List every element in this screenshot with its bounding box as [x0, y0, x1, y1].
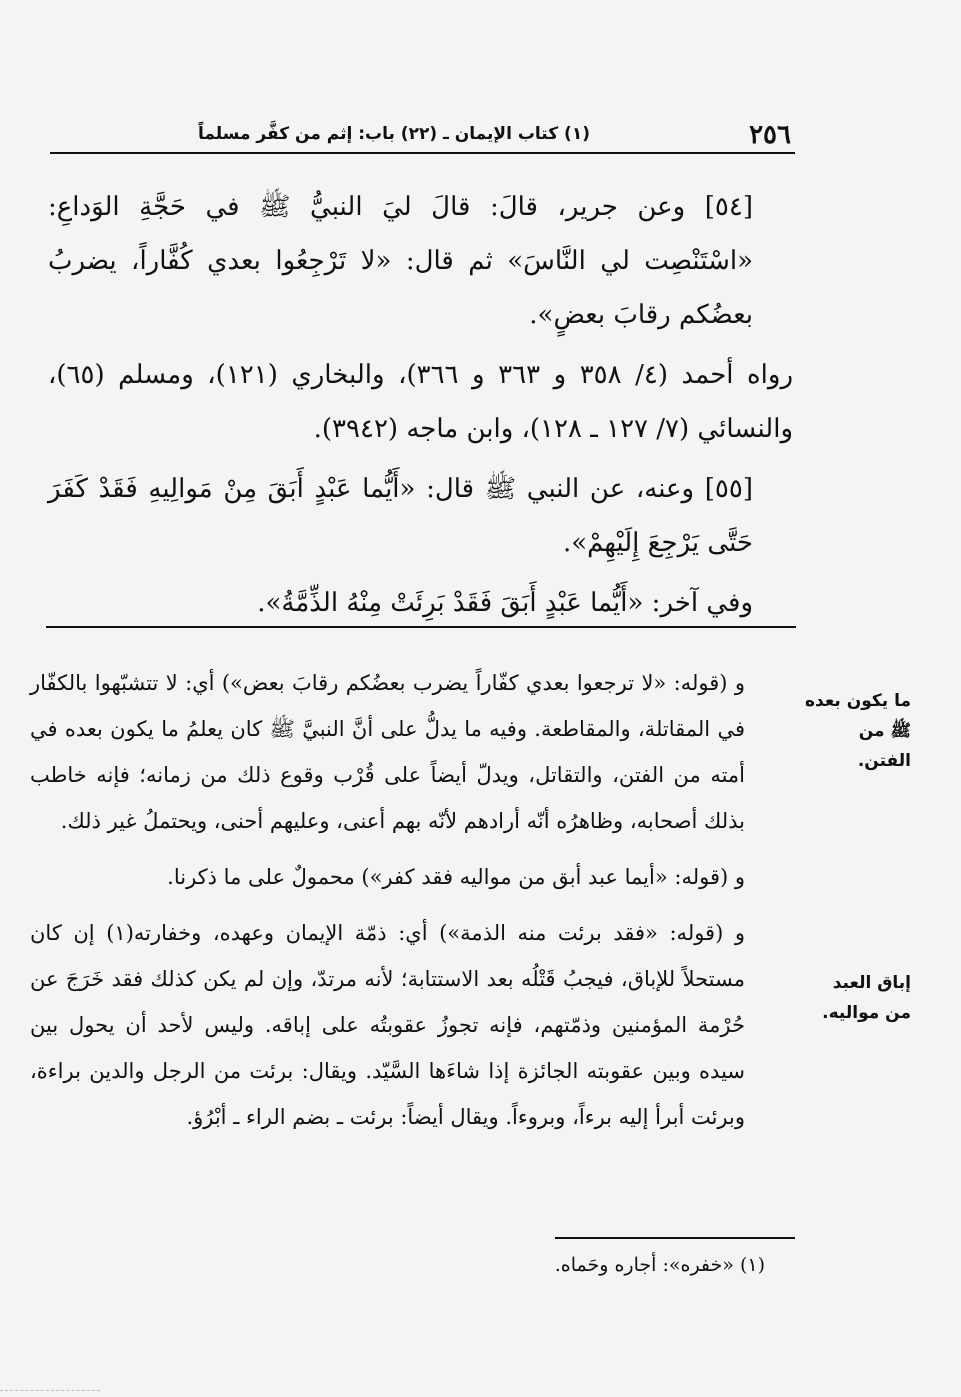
hadith-54: [٥٤] وعن جرير، قالَ: قالَ ليَ النبيُّ ﷺ في حَجَّةِ الوَداعِ: «اسْتَنْصِت لي النَّاسَ» ثم قال: «لا تَرْجِعُوا بعدي كُفَّاراً، يضربُ بعضُكم رقابَ بعضٍ». — [48, 192, 753, 330]
commentary-text — [30, 660, 785, 1150]
commentary-paragraph-1: و (قوله: «لا ترجعوا بعدي كفّاراً يضرب بعضُكم رقابَ بعض») أي: لا تتشبّهوا بالكفّار في المقاتلة، والمقاطعة. وفيه ما يدلُّ على أنَّ النبيَّ ﷺ كان يعلمُ ما يكون بعده في أمته من الفتن، والتقاتل، ويدلّ أيضاً على قُرْب وقوع ذلك من زمانه؛ فإنه خاطب بذلك أصحابه، وظاهرُه أنّه أرادهم لأنّه بهم أعنى، وعليهم أحنى، ويحتملُ غير ذلك. — [30, 671, 745, 833]
margin-note-ibaq: إباق العبد من مواليه. — [822, 973, 911, 1023]
margin-note-fitan: ما يكون بعده ﷺ من الفتن. — [804, 691, 911, 771]
page-number: ٢٥٦ — [749, 120, 791, 150]
commentary-paragraph-2: و (قوله: «أيما عبد أبق من مواليه فقد كفر») محمولٌ على ما ذكرنا. — [167, 865, 745, 889]
hadith-55: [٥٥] وعنه، عن النبي ﷺ قال: «أَيُّما عَبْدٍ أَبَقَ مِنْ مَوالِيهِ فَقَدْ كَفَرَ حَتَّى يَرْجِعَ إِلَيْهِمْ». — [48, 474, 753, 558]
page-header — [50, 118, 795, 154]
hadith-54-takhrij: رواه أحمد (٤/ ٣٥٨ و ٣٦٣ و ٣٦٦)، والبخاري (١٢١)، ومسلم (٦٥)، والنسائي (٧/ ١٢٧ ـ ١٢٨)، وابن ماجه (٣٩٤٢). — [48, 360, 793, 444]
footnote-divider — [555, 1237, 795, 1239]
footnote: (١) «خفره»: أجاره وحَماه. — [554, 1254, 765, 1276]
running-title: (١) كتاب الإيمان ـ (٢٢) باب: إثم من كفَّر مسلماً — [197, 124, 590, 144]
commentary-paragraph-3: و (قوله: «فقد برئت منه الذمة») أي: ذمّة الإيمان وعهده، وخفارته(١) إن كان مستحلاً للإباق، فيجبُ قَتْلُه بعد الاستتابة؛ لأنه مرتدّ، وإن لم يكن كذلك فقد خَرَجَ عن حُرْمة المؤمنين وذمّتهم، فإنه تجوزُ عقوبتُه على إباقه. وليس لأحد أن يحول بين سيده وبين عقوبته الجائزة إذا شاءَها السَّيّد. ويقال: برئت من الرجل والدين براءة، وبرئت أبرأ إليه برءاً، وبروءاً. ويقال أيضاً: برئت ـ بضم الراء ـ أبْرُؤ. — [30, 921, 746, 1129]
scan-edge-line — [0, 1390, 100, 1391]
hadith-55-variant: وفي آخر: «أَيُّما عَبْدٍ أَبَقَ فَقَدْ بَرِئَتْ مِنْهُ الذِّمَّةُ». — [257, 588, 753, 618]
section-divider — [46, 626, 796, 628]
hadith-text — [48, 180, 793, 636]
